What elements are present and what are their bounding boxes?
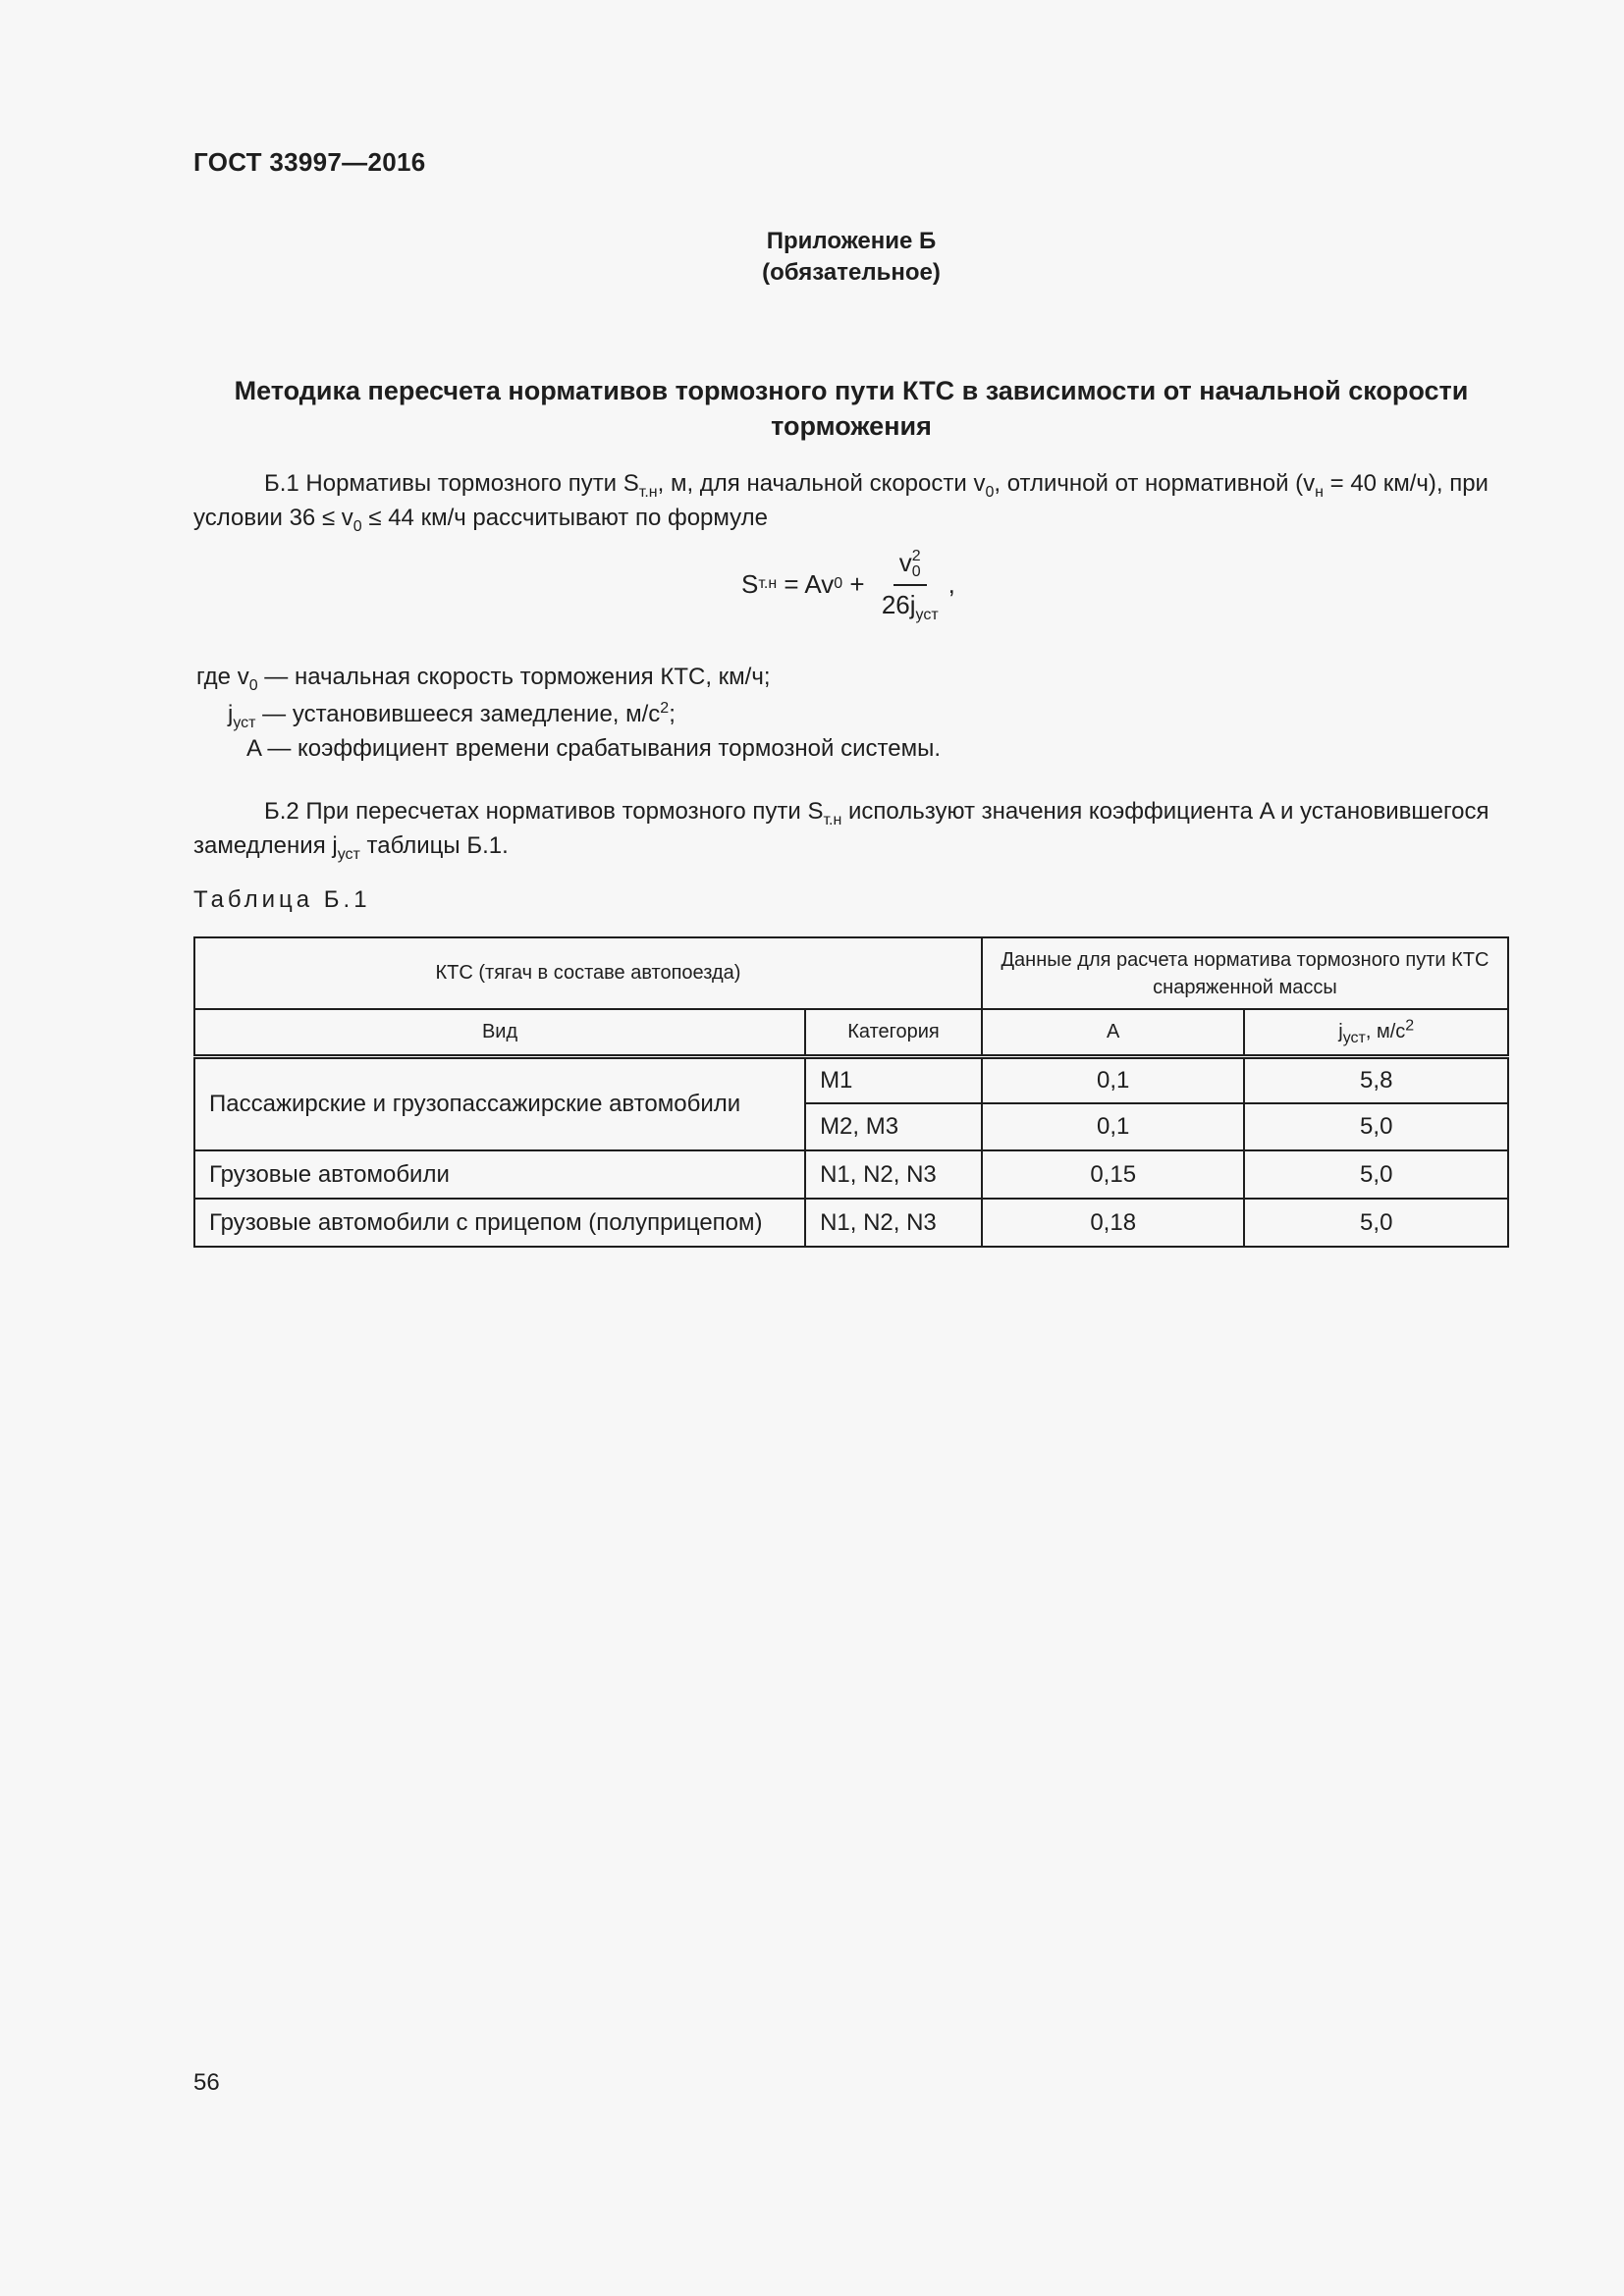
table-b1	[193, 936, 1509, 1248]
table-row	[194, 1056, 1508, 1103]
appendix-label: Приложение Б	[766, 228, 937, 254]
cell-category: N1, N2, N3	[805, 1150, 982, 1199]
document-header: ГОСТ 33997—2016	[193, 147, 426, 177]
table-caption: Таблица Б.1	[193, 886, 371, 913]
cell-a: 0,18	[982, 1199, 1245, 1247]
cell-j: 5,0	[1244, 1103, 1508, 1150]
paragraph-b2: Б.2 При пересчетах нормативов тормозного пути $S_{т.н}$ используют значения коэффициента A и установившегося замедления $j_{уст}$ таблицы Б.1.	[193, 798, 1489, 863]
cell-vid: Грузовые автомобили	[194, 1150, 805, 1199]
header-j: $j_{уст}$, $м/с^2$	[1244, 1009, 1508, 1056]
cell-a: 0,1	[982, 1056, 1245, 1103]
table-column-header-row	[194, 1009, 1508, 1056]
header-braking-data: Данные для расчета норматива тормозного пути КТС снаряженной массы	[982, 937, 1508, 1009]
cell-vid: Пассажирские и грузопассажирские автомобили	[194, 1056, 805, 1150]
braking-distance-formula: S т.н = Av 0 + v 2 0 $26j_{уст}$ ,	[741, 548, 955, 624]
cell-category: M1	[805, 1056, 982, 1103]
cell-j: 5,0	[1244, 1199, 1508, 1247]
header-vid: Вид	[194, 1009, 805, 1056]
cell-a: 0,15	[982, 1150, 1245, 1199]
cell-a: 0,1	[982, 1103, 1245, 1150]
header-kts: КТС (тягач в составе автопоезда)	[194, 937, 982, 1009]
fraction-denominator: $26j_{уст}$	[881, 590, 939, 624]
definition-v0: где $v_0$ — начальная скорость торможения КТС, км/ч;	[196, 664, 771, 694]
page-number: 56	[193, 2069, 220, 2096]
header-category: Категория	[805, 1009, 982, 1056]
table-group-header-row	[194, 937, 1508, 1009]
cell-vid: Грузовые автомобили с прицепом (полуприцепом)	[194, 1199, 805, 1247]
appendix-heading	[193, 226, 1509, 289]
cell-category: N1, N2, N3	[805, 1199, 982, 1247]
definition-a: A — коэффициент времени срабатывания тормозной системы.	[246, 735, 941, 762]
table-row	[194, 1199, 1508, 1247]
cell-category: M2, M3	[805, 1103, 982, 1150]
fraction-numerator: v 2 0	[893, 548, 927, 586]
cell-j: 5,0	[1244, 1150, 1508, 1199]
paragraph-b1: Б.1 Нормативы тормозного пути $S_{т.н}$, м, для начальной скорости $v_0$, отличной от нормативной ($v_н = 40$ км/ч), при условии $36 \le v_0 \le 44$ км/ч рассчитывают по формуле	[193, 470, 1489, 535]
definition-j: $j_{уст}$ — установившееся замедление, $м/с^2$;	[228, 700, 676, 731]
table-row	[194, 1150, 1508, 1199]
formula-fraction	[876, 548, 945, 624]
cell-j: 5,8	[1244, 1056, 1508, 1103]
header-a: A	[982, 1009, 1245, 1056]
appendix-status: (обязательное)	[762, 259, 941, 286]
section-title: Методика пересчета нормативов тормозного пути КТС в зависимости от начальной скорости торможения	[234, 376, 1469, 441]
